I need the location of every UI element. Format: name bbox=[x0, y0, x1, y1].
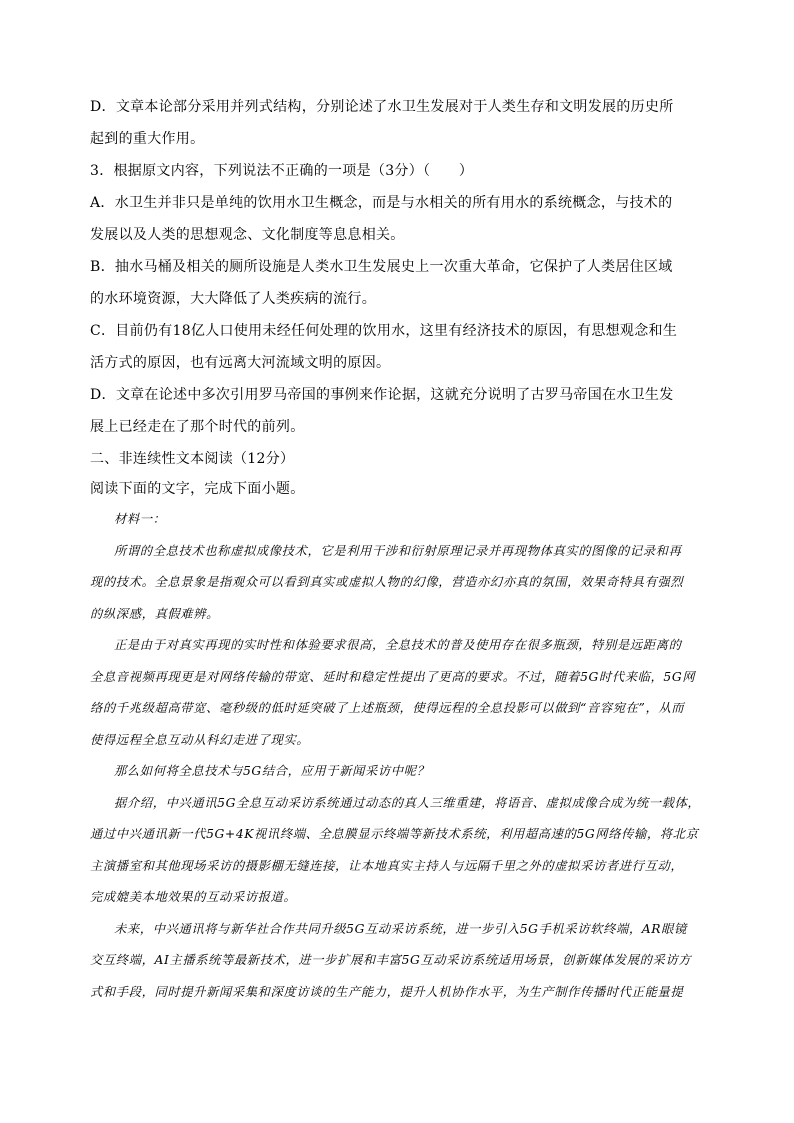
material-paragraph-line: 那么如何将全息技术与5G结合，应用于新闻采访中呢？ bbox=[114, 764, 430, 778]
material-paragraph-line: 使得远程全息互动从科幻走进了现实。 bbox=[90, 732, 310, 747]
material-paragraph-line: 交互终端，AI主播系统等最新技术，进一步扩展和丰富5G互动采访系统适用场景，创新媒体发展的采访方 bbox=[90, 953, 692, 967]
material-paragraph-line: 正是由于对真实再现的实时性和体验要求很高，全息技术的普及使用存在很多瓶颈，特别是远距离的 bbox=[114, 638, 682, 652]
material-paragraph-line: 式和手段，同时提升新闻采集和深度访谈的生产能力，提升人机协作水平，为生产制作传播时代正能量提 bbox=[90, 984, 684, 999]
option-b-line-1: B．抽水马桶及相关的厕所设施是人类水卫生发展史上一次重大革命，它保护了人类居住区域 bbox=[90, 259, 673, 275]
option-d-line-2: 起到的重大作用。 bbox=[90, 131, 205, 147]
question-3-stem: 3．根据原文内容，下列说法不正确的一项是（3分）（ ） bbox=[90, 163, 474, 179]
material-paragraph-line: 络的千兆级超高带宽、毫秒级的低时延突破了上述瓶颈，使得远程的全息投影可以做到“音容宛在”，从而 bbox=[90, 701, 685, 715]
reading-instruction: 阅读下面的文字，完成下面小题。 bbox=[90, 481, 305, 497]
section-two-header bbox=[90, 449, 720, 509]
option-d-line-1: D．文章本论部分采用并列式结构，分别论述了水卫生发展对于人类生存和文明发展的历史所 bbox=[90, 99, 674, 115]
option-d2-line-2: 展上已经走在了那个时代的前列。 bbox=[90, 419, 305, 435]
option-a-line-1: A．水卫生并非只是单纯的饮用水卫生概念，而是与水相关的所有用水的系统概念，与技术的 bbox=[90, 195, 673, 211]
section-title: 二、非连续性文本阅读（12分） bbox=[90, 451, 295, 467]
material-paragraph-line: 全息音视频再现更是对网络传输的带宽、延时和稳定性提出了更高的要求。不过，随着5G时代来临，5G网 bbox=[90, 669, 696, 684]
material-paragraph-line: 未来，中兴通讯将与新华社合作共同升级5G互动采访系统，进一步引入5G手机采访软终端，AR眼镜 bbox=[114, 921, 687, 936]
option-d2-line-1: D．文章在论述中多次引用罗马帝国的事例来作论据，这就充分说明了古罗马帝国在水卫生发 bbox=[90, 387, 674, 403]
option-c-line-1: C．目前仍有18亿人口使用未经任何处理的饮用水，这里有经济技术的原因，有思想观念和生 bbox=[90, 323, 678, 339]
option-c-line-2: 活方式的原因，也有远离大河流域文明的原因。 bbox=[90, 355, 391, 371]
question-options-block bbox=[90, 97, 720, 449]
material-paragraph-line: 据介绍，中兴通讯5G全息互动采访系统通过动态的真人三维重建，将语音、虚拟成像合成为统一载体， bbox=[114, 795, 701, 810]
material-paragraph-line: 主演播室和其他现场采访的摄影棚无缝连接，让本地真实主持人与远隔千里之外的虚拟采访者进行互动， bbox=[90, 858, 684, 873]
material-paragraph-line: 完成媲美本地效果的互动采访报道。 bbox=[90, 890, 297, 904]
material-paragraph-line: 所谓的全息技术也称虚拟成像技术，它是利用干涉和衍射原理记录并再现物体真实的图像的记录和再 bbox=[114, 543, 682, 558]
material-paragraph-line: 的纵深感，真假难辨。 bbox=[90, 606, 219, 621]
material-one bbox=[90, 509, 720, 1013]
document-body bbox=[90, 97, 720, 1013]
material-paragraph-line: 通过中兴通讯新一代5G+4K视讯终端、全息膜显示终端等新技术系统，利用超高速的5G网络传输，将北京 bbox=[90, 827, 699, 841]
material-paragraph-line: 现的技术。全息景象是指观众可以看到真实或虚拟人物的幻像，营造亦幻亦真的氛围，效果奇特具有强烈 bbox=[90, 575, 684, 589]
option-b-line-2: 的水环境资源，大大降低了人类疾病的流行。 bbox=[90, 291, 376, 307]
option-a-line-2: 发展以及人类的思想观念、文化制度等息息相关。 bbox=[90, 227, 405, 243]
material-label: 材料一： bbox=[114, 512, 166, 526]
